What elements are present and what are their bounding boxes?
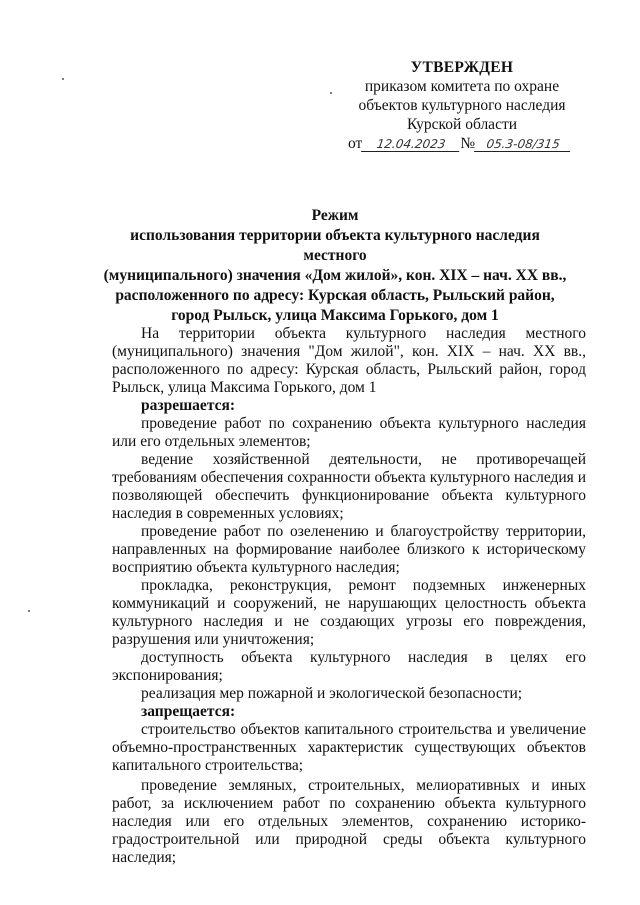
approval-date-line <box>342 134 582 153</box>
approval-line: Курской области <box>406 116 518 133</box>
scan-speck <box>330 92 332 94</box>
allowed-item: доступность объекта культурного наследия в целях его экспонирования; <box>112 649 586 684</box>
document-heading <box>100 206 570 326</box>
number-sign: № <box>460 135 476 152</box>
handwritten-number: 05.3-08/315 <box>474 138 572 152</box>
allowed-item: прокладка, реконструкция, ремонт подземных инженерных коммуникаций и сооружений, не нарушающих целостность объекта культурного наследия и не создающих угрозы его повреждения, разрушения или уничтожения; <box>112 577 586 648</box>
heading-line: (муниципального) значения «Дом жилой», кон. XIX – нач. XX вв., <box>103 267 567 284</box>
intro-paragraph: На территории объекта культурного наследия местного (муниципального) значения "Дом жилой", кон. XIX – нач. XX вв., расположенного по адресу: Курская область, Рыльский район, город Рыльск, улица Максима Горького, дом 1 <box>112 325 586 396</box>
document-body <box>112 325 586 867</box>
allowed-item: проведение работ по сохранению объекта культурного наследия или его отдельных элементов; <box>112 415 586 450</box>
heading-line: Режим <box>311 207 359 224</box>
forbidden-heading: запрещается: <box>141 703 236 720</box>
allowed-heading: разрешается: <box>141 397 236 414</box>
handwritten-date: 12.04.2023 <box>361 138 461 152</box>
date-prefix: от <box>348 135 363 152</box>
allowed-item: ведение хозяйственной деятельности, не противоречащей требованиям обеспечения сохранности объекта культурного наследия и позволяющей обеспечить функционирование объекта культурного наследия в современных условиях; <box>112 451 586 522</box>
approval-title: УТВЕРЖДЕН <box>410 59 514 76</box>
allowed-item: проведение работ по озеленению и благоустройству территории, направленных на формирование наиболее близкого к историческому восприятию объекта культурного наследия; <box>112 523 586 576</box>
forbidden-item: проведение земляных, строительных, мелиоративных и иных работ, за исключением работ по сохранению объекта культурного наследия или его отдельных элементов, сохранению историко-градостроительной или природной среды объекта культурного наследия; <box>112 777 586 866</box>
heading-line: город Рыльск, улица Максима Горького, дом 1 <box>171 307 499 324</box>
forbidden-item: строительство объектов капитального строительства и увеличение объемно-пространственных характеристик существующих объектов капитального строительства; <box>112 721 586 774</box>
allowed-item: реализация мер пожарной и экологической безопасности; <box>141 685 523 702</box>
approval-line: объектов культурного наследия <box>358 97 566 114</box>
scan-speck <box>62 78 64 80</box>
approval-stamp <box>342 58 582 153</box>
heading-line: расположенного по адресу: Курская область, Рыльский район, <box>115 287 555 304</box>
heading-line: использования территории объекта культурного наследия местного <box>130 227 540 264</box>
scan-speck <box>28 610 30 612</box>
approval-line: приказом комитета по охране <box>364 78 560 95</box>
